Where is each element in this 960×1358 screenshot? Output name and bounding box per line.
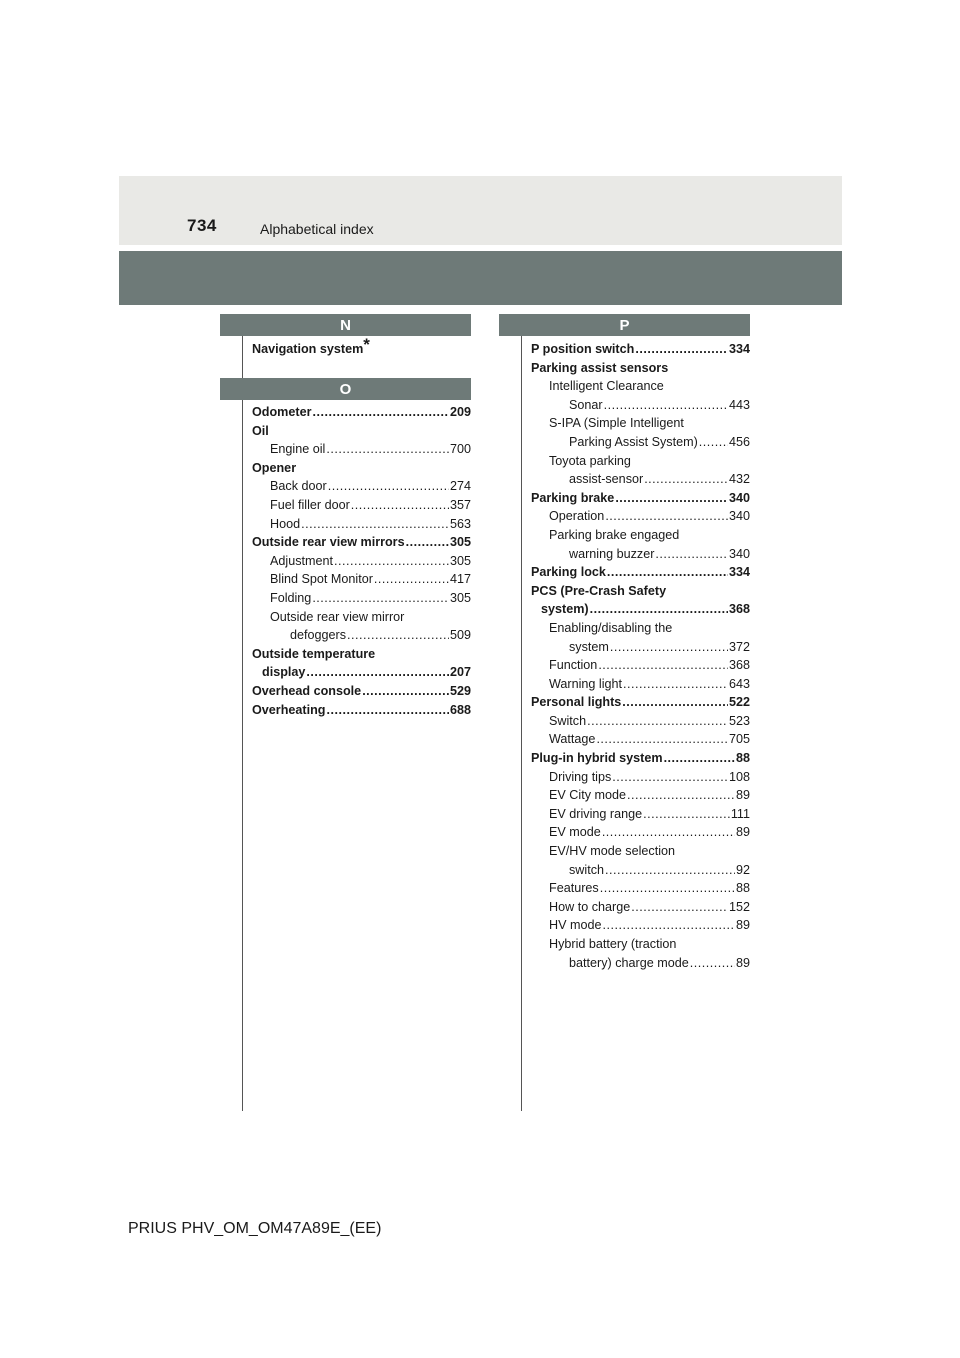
- dot-leader: [587, 712, 728, 731]
- entry-page: 357: [449, 497, 471, 512]
- index-entry[interactable]: [252, 701, 471, 720]
- entry-text: EV mode: [549, 825, 601, 840]
- index-entry[interactable]: [531, 638, 750, 657]
- entry-page: 89: [735, 918, 750, 933]
- dot-leader: [605, 507, 728, 526]
- asterisk-icon: *: [363, 334, 370, 354]
- dot-leader: [596, 730, 728, 749]
- entry-text: Outside rear view mirrors: [252, 535, 405, 550]
- index-entry[interactable]: [531, 749, 750, 768]
- entry-page: 340: [728, 546, 750, 561]
- dot-leader: [326, 701, 449, 720]
- entry-page: 207: [449, 665, 471, 680]
- dot-leader: [627, 786, 735, 805]
- entry-text: Navigation system: [252, 342, 364, 356]
- dot-leader: [607, 563, 728, 582]
- dot-leader: [374, 570, 449, 589]
- index-entry[interactable]: [531, 954, 750, 973]
- entry-page: 89: [735, 788, 750, 803]
- header-bar: [119, 176, 842, 245]
- entry-text: warning buzzer: [569, 546, 655, 561]
- page-number: 734: [187, 216, 217, 235]
- dot-leader: [664, 749, 735, 768]
- entry-text: Warning light: [549, 676, 623, 691]
- entry-page: 340: [728, 490, 750, 505]
- index-entry[interactable]: [531, 563, 750, 582]
- index-entry[interactable]: [531, 805, 750, 824]
- index-heading: Toyota parking: [549, 453, 631, 468]
- index-entry[interactable]: [531, 656, 750, 675]
- index-entry[interactable]: [531, 396, 750, 415]
- entry-text: Hood: [270, 516, 301, 531]
- entry-text: HV mode: [549, 918, 602, 933]
- dot-leader: [301, 515, 449, 534]
- entry-page: 456: [728, 434, 750, 449]
- entry-text: defoggers: [290, 628, 347, 643]
- dot-leader: [612, 768, 728, 787]
- entry-text: Function: [549, 658, 598, 673]
- dot-leader: [602, 823, 735, 842]
- index-entry[interactable]: [531, 916, 750, 935]
- entry-page: 305: [449, 553, 471, 568]
- entry-page: 340: [728, 509, 750, 524]
- entry-text: Fuel filler door: [270, 497, 350, 512]
- index-entry[interactable]: [531, 489, 750, 508]
- index-entry[interactable]: [531, 507, 750, 526]
- dot-leader: [623, 675, 728, 694]
- section-header-n: N: [220, 314, 471, 336]
- entry-page: 92: [735, 862, 750, 877]
- dot-leader: [605, 861, 735, 880]
- entry-text: Driving tips: [549, 769, 612, 784]
- entry-text: Back door: [270, 479, 327, 494]
- entry-page: 432: [728, 472, 750, 487]
- index-entry[interactable]: [252, 496, 471, 515]
- entry-text: Engine oil: [270, 442, 326, 457]
- entry-page: 643: [728, 676, 750, 691]
- dot-leader: [312, 589, 449, 608]
- entry-text: Parking brake: [531, 490, 615, 505]
- entry-text: How to charge: [549, 899, 631, 914]
- dot-leader: [326, 440, 449, 459]
- index-entry[interactable]: [531, 600, 750, 619]
- entry-page: 522: [728, 695, 750, 710]
- dot-leader: [362, 682, 449, 701]
- dot-leader: [643, 805, 730, 824]
- index-list-n: [252, 334, 471, 359]
- entry-text: Plug-in hybrid system: [531, 751, 663, 766]
- dot-leader: [312, 403, 449, 422]
- dot-leader: [603, 916, 735, 935]
- entry-page: 368: [728, 602, 750, 617]
- entry-text: Wattage: [549, 732, 596, 747]
- entry-text: Switch: [549, 713, 587, 728]
- entry-text: Blind Spot Monitor: [270, 572, 373, 587]
- entry-page: 688: [449, 702, 471, 717]
- index-heading: Parking brake engaged: [549, 527, 680, 542]
- entry-page: 152: [728, 899, 750, 914]
- index-entry[interactable]: [252, 533, 471, 552]
- dot-leader: [655, 545, 728, 564]
- entry-text: Features: [549, 881, 599, 896]
- entry-text: battery) charge mode: [569, 955, 689, 970]
- entry-text: P position switch: [531, 342, 635, 356]
- index-entry[interactable]: [531, 693, 750, 712]
- index-entry[interactable]: [252, 626, 471, 645]
- index-entry[interactable]: [252, 589, 471, 608]
- entry-page: 89: [735, 955, 750, 970]
- index-heading: Outside temperature: [252, 646, 376, 661]
- index-heading: Intelligent Clearance: [549, 379, 664, 394]
- entry-page: 368: [728, 658, 750, 673]
- index-heading: S-IPA (Simple Intelligent: [549, 416, 684, 431]
- entry-page: 523: [728, 713, 750, 728]
- index-entry[interactable]: [252, 477, 471, 496]
- entry-text: Personal lights: [531, 695, 622, 710]
- dot-leader: [604, 396, 728, 415]
- dot-leader: [600, 879, 735, 898]
- entry-text: switch: [569, 862, 604, 877]
- index-entry[interactable]: [252, 552, 471, 571]
- entry-page: 705: [728, 732, 750, 747]
- entry-page: 88: [735, 881, 750, 896]
- dot-leader: [699, 433, 728, 452]
- entry-page: 274: [449, 479, 471, 494]
- index-list-o: [252, 403, 471, 719]
- index-entry[interactable]: [252, 403, 471, 422]
- index-heading: PCS (Pre-Crash Safety: [531, 583, 667, 598]
- entry-page: 417: [449, 572, 471, 587]
- index-entry[interactable]: [531, 898, 750, 917]
- index-entry[interactable]: [531, 768, 750, 787]
- index-entry[interactable]: [252, 515, 471, 534]
- entry-text: Operation: [549, 509, 605, 524]
- entry-page: 209: [449, 405, 471, 419]
- page-title: Alphabetical index: [260, 221, 374, 237]
- index-entry[interactable]: [252, 570, 471, 589]
- entry-page: 88: [735, 751, 750, 766]
- dot-leader: [334, 552, 449, 571]
- index-entry[interactable]: [531, 712, 750, 731]
- section-header-p: P: [499, 314, 750, 336]
- index-list-p: [531, 340, 750, 972]
- entry-page: 305: [449, 590, 471, 605]
- index-entry[interactable]: [531, 786, 750, 805]
- index-entry[interactable]: [531, 823, 750, 842]
- dot-leader: [306, 663, 449, 682]
- entry-page: 111: [730, 806, 750, 821]
- entry-text: system): [541, 602, 589, 617]
- index-entry[interactable]: [252, 682, 471, 701]
- dot-leader: [644, 470, 728, 489]
- entry-page: 443: [728, 397, 750, 412]
- dot-leader: [622, 693, 728, 712]
- index-entry[interactable]: [531, 545, 750, 564]
- dot-leader: [610, 638, 728, 657]
- footer-code: PRIUS PHV_OM_OM47A89E_(EE): [128, 1220, 382, 1237]
- entry-text: Folding: [270, 590, 312, 605]
- dot-leader: [615, 489, 728, 508]
- entry-page: 334: [728, 565, 750, 580]
- index-heading: Parking assist sensors: [531, 360, 669, 375]
- left-column-rule: [242, 336, 243, 1111]
- entry-text: Odometer: [252, 405, 312, 419]
- index-heading: Oil: [252, 423, 269, 438]
- entry-text: display: [262, 665, 306, 680]
- dot-leader: [347, 626, 449, 645]
- dot-leader: [590, 600, 728, 619]
- entry-page: 334: [728, 342, 750, 356]
- entry-text: EV driving range: [549, 806, 643, 821]
- right-column-rule: [521, 336, 522, 1111]
- entry-text: Sonar: [569, 397, 603, 412]
- entry-text: Overheating: [252, 702, 326, 717]
- dot-leader: [351, 496, 449, 515]
- entry-page: 529: [449, 683, 471, 698]
- index-heading: Hybrid battery (traction: [549, 937, 677, 951]
- entry-text: Parking lock: [531, 565, 606, 580]
- dot-leader: [328, 477, 449, 496]
- index-entry[interactable]: [531, 433, 750, 452]
- index-entry[interactable]: [531, 675, 750, 694]
- entry-text: assist-sensor: [569, 472, 644, 487]
- index-entry[interactable]: [252, 663, 471, 682]
- index-entry[interactable]: [252, 440, 471, 459]
- index-entry[interactable]: [531, 861, 750, 880]
- index-entry[interactable]: [252, 334, 471, 359]
- entry-text: system: [569, 639, 609, 654]
- index-heading: Enabling/disabling the: [549, 620, 673, 635]
- index-heading: Opener: [252, 460, 297, 475]
- section-header-o: O: [220, 378, 471, 400]
- entry-page: 89: [735, 825, 750, 840]
- index-entry[interactable]: [531, 340, 750, 359]
- entry-page: 509: [449, 628, 471, 643]
- dot-leader: [406, 533, 449, 552]
- entry-page: 700: [449, 442, 471, 457]
- index-heading: EV/HV mode selection: [549, 844, 675, 859]
- entry-text: Parking Assist System): [569, 434, 698, 449]
- index-entry[interactable]: [531, 730, 750, 749]
- entry-text: EV City mode: [549, 788, 626, 803]
- index-heading: Outside rear view mirror: [270, 609, 405, 624]
- entry-page: 305: [449, 535, 471, 550]
- index-entry[interactable]: [531, 470, 750, 489]
- header-band: [119, 251, 842, 305]
- dot-leader: [631, 898, 728, 917]
- dot-leader: [690, 954, 735, 973]
- entry-page: 372: [728, 639, 750, 654]
- dot-leader: [598, 656, 728, 675]
- index-entry[interactable]: [531, 879, 750, 898]
- entry-text: Adjustment: [270, 553, 333, 568]
- dot-leader: [635, 340, 728, 359]
- entry-page: 108: [728, 769, 750, 784]
- entry-text: Overhead console: [252, 683, 362, 698]
- entry-page: 563: [449, 516, 471, 531]
